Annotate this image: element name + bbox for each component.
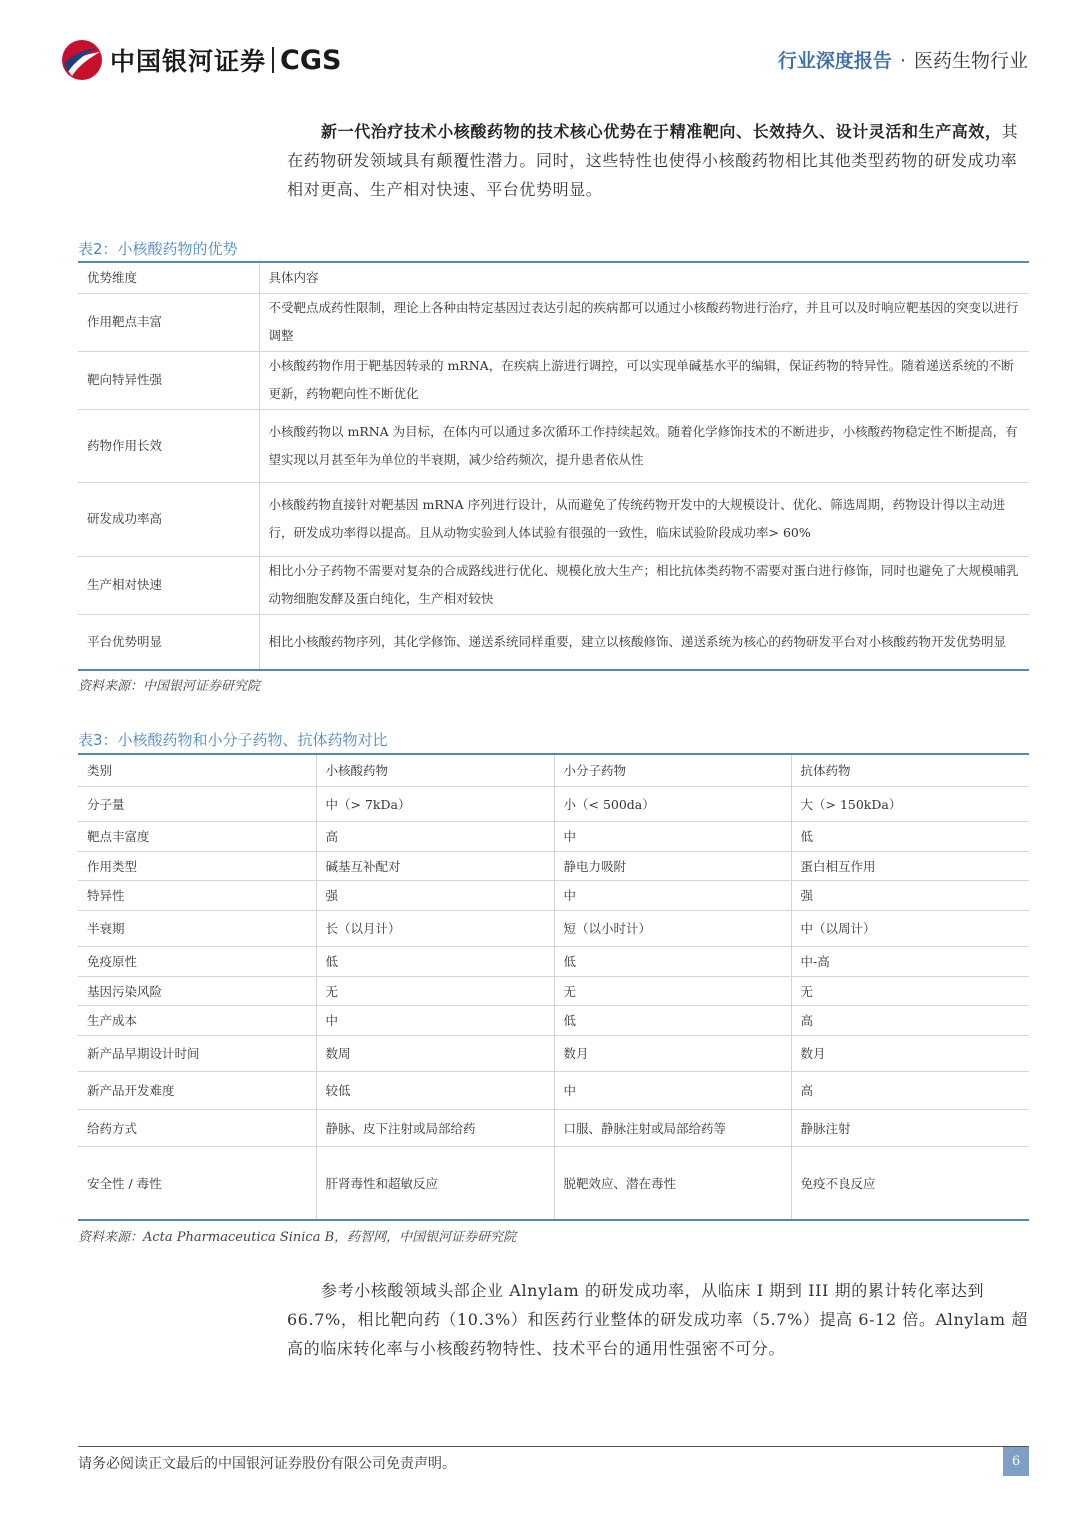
table-row [78, 293, 1029, 351]
dimension-cell: 药物作用长效 [78, 409, 259, 482]
value-cell: 中（> 7kDa） [316, 786, 554, 821]
value-cell: 低 [316, 946, 554, 976]
table-row [78, 556, 1029, 614]
logo-divider [272, 47, 274, 73]
category-cell: 分子量 [78, 786, 316, 821]
report-category [778, 46, 1028, 73]
table-row [78, 1071, 1029, 1109]
page-number: 6 [1003, 1447, 1029, 1476]
table-row [78, 614, 1029, 670]
value-cell: 较低 [316, 1071, 554, 1109]
table-row [78, 851, 1029, 880]
comparison-table [78, 753, 1029, 1221]
value-cell: 强 [316, 880, 554, 910]
content-cell: 相比小分子药物不需要对复杂的合成路线进行优化、规模化放大生产；相比抗体类药物不需要对蛋白进行修饰，同时也避免了大规模哺乳动物细胞发酵及蛋白纯化，生产相对较快 [259, 556, 1029, 614]
value-cell: 蛋白相互作用 [791, 851, 1029, 880]
value-cell: 无 [554, 976, 791, 1005]
separator-dot: · [899, 50, 906, 72]
content-cell: 不受靶点成药性限制，理论上各种由特定基因过表达引起的疾病都可以通过小核酸药物进行治疗，并且可以及时响应靶基因的突变以进行调整 [259, 293, 1029, 351]
industry-name: 医药生物行业 [913, 50, 1028, 72]
table-row [78, 409, 1029, 482]
value-cell: 高 [791, 1071, 1029, 1109]
header-cell: 具体内容 [259, 262, 1029, 293]
value-cell: 小（< 500da） [554, 786, 791, 821]
report-type: 行业深度报告 [777, 50, 892, 72]
dimension-cell: 研发成功率高 [78, 482, 259, 556]
content-cell: 小核酸药物以 mRNA 为目标，在体内可以通过多次循环工作持续起效。随着化学修饰技术的不断进步，小核酸药物稳定性不断提高，有望实现以月甚至年为单位的半衰期，减少给药频次，提升患者依从性 [259, 409, 1029, 482]
value-cell: 短（以小时计） [554, 910, 791, 946]
category-cell: 免疫原性 [78, 946, 316, 976]
table-row [78, 821, 1029, 851]
table-header-row [78, 754, 1029, 786]
value-cell: 肝肾毒性和超敏反应 [316, 1146, 554, 1220]
header-cell: 小核酸药物 [316, 754, 554, 786]
table3-source: 资料来源：Acta Pharmaceutica Sinica B，药智网，中国银河证券研究院 [78, 1230, 517, 1245]
dimension-cell: 靶向特异性强 [78, 351, 259, 409]
category-cell: 基因污染风险 [78, 976, 316, 1005]
category-cell: 半衰期 [78, 910, 316, 946]
value-cell: 长（以月计） [316, 910, 554, 946]
closing-paragraph [287, 1276, 1029, 1363]
value-cell: 静电力吸附 [554, 851, 791, 880]
category-cell: 新产品开发难度 [78, 1071, 316, 1109]
value-cell: 无 [316, 976, 554, 1005]
value-cell: 数周 [316, 1035, 554, 1071]
table-header-row [78, 262, 1029, 293]
category-cell: 作用类型 [78, 851, 316, 880]
category-cell: 安全性 / 毒性 [78, 1146, 316, 1220]
value-cell: 中-高 [791, 946, 1029, 976]
value-cell: 中 [316, 1005, 554, 1035]
header-cell: 类别 [78, 754, 316, 786]
table-row [78, 1146, 1029, 1220]
table-row [78, 351, 1029, 409]
closing-text: 参考小核酸领域头部企业 Alnylam 的研发成功率，从临床 I 期到 III 期的累计转化率达到 66.7%，相比靶向药（10.3%）和医药行业整体的研发成功率（5.7%）提高 6-12 倍。Alnylam 超高的临床转化率与小核酸药物特性、技术平台的通用性强密不可分。 [287, 1281, 1028, 1358]
value-cell: 高 [316, 821, 554, 851]
value-cell: 脱靶效应、潜在毒性 [554, 1146, 791, 1220]
page-header [0, 0, 1080, 100]
table-row [78, 976, 1029, 1005]
advantages-table [78, 261, 1029, 671]
value-cell: 低 [791, 821, 1029, 851]
content-cell: 相比小核酸药物序列，其化学修饰、递送系统同样重要，建立以核酸修饰、递送系统为核心的药物研发平台对小核酸药物开发优势明显 [259, 614, 1029, 670]
table-row [78, 482, 1029, 556]
value-cell: 低 [554, 946, 791, 976]
table2-title: 表2：小核酸药物的优势 [78, 240, 238, 258]
header-cell: 小分子药物 [554, 754, 791, 786]
logo-english-name: CGS [280, 44, 342, 76]
intro-text: 其在药物研发领域具有颠覆性潜力。同时，这些特性也使得小核酸药物相比其他类型药物的研发成功率相对更高、生产相对快速、平台优势明显。 [287, 122, 1019, 199]
value-cell: 中 [554, 1071, 791, 1109]
category-cell: 新产品早期设计时间 [78, 1035, 316, 1071]
value-cell: 静脉注射 [791, 1109, 1029, 1146]
table-row [78, 946, 1029, 976]
intro-bold-sentence: 新一代治疗技术小核酸药物的技术核心优势在于精准靶向、长效持久、设计灵活和生产高效， [321, 122, 1002, 141]
value-cell: 高 [791, 1005, 1029, 1035]
table3-title: 表3：小核酸药物和小分子药物、抗体药物对比 [78, 731, 388, 749]
category-cell: 给药方式 [78, 1109, 316, 1146]
header-cell: 优势维度 [78, 262, 259, 293]
value-cell: 中（以周计） [791, 910, 1029, 946]
dimension-cell: 生产相对快速 [78, 556, 259, 614]
category-cell: 靶点丰富度 [78, 821, 316, 851]
value-cell: 数月 [554, 1035, 791, 1071]
value-cell: 无 [791, 976, 1029, 1005]
table-row [78, 1035, 1029, 1071]
dimension-cell: 平台优势明显 [78, 614, 259, 670]
value-cell: 数月 [791, 1035, 1029, 1071]
value-cell: 强 [791, 880, 1029, 910]
dimension-cell: 作用靶点丰富 [78, 293, 259, 351]
table-row [78, 910, 1029, 946]
content-cell: 小核酸药物作用于靶基因转录的 mRNA，在疾病上游进行调控，可以实现单碱基水平的编辑，保证药物的特异性。随着递送系统的不断更新，药物靶向性不断优化 [259, 351, 1029, 409]
category-cell: 特异性 [78, 880, 316, 910]
cgs-logo-icon [60, 38, 104, 82]
value-cell: 中 [554, 880, 791, 910]
footer-divider [78, 1446, 1029, 1447]
value-cell: 口服、静脉注射或局部给药等 [554, 1109, 791, 1146]
table-row [78, 1109, 1029, 1146]
value-cell: 静脉、皮下注射或局部给药 [316, 1109, 554, 1146]
value-cell: 免疫不良反应 [791, 1146, 1029, 1220]
intro-paragraph [287, 117, 1029, 204]
value-cell: 中 [554, 821, 791, 851]
value-cell: 低 [554, 1005, 791, 1035]
table2-source: 资料来源：中国银河证券研究院 [78, 679, 261, 694]
value-cell: 碱基互补配对 [316, 851, 554, 880]
header-cell: 抗体药物 [791, 754, 1029, 786]
logo [60, 38, 341, 82]
footer-disclaimer: 请务必阅读正文最后的中国银河证券股份有限公司免责声明。 [78, 1456, 456, 1472]
content-cell: 小核酸药物直接针对靶基因 mRNA 序列进行设计，从而避免了传统药物开发中的大规模设计、优化、筛选周期，药物设计得以主动进行，研发成功率得以提高。且从动物实验到人体试验有很强的一致性，临床试验阶段成功率> 60% [259, 482, 1029, 556]
table-row [78, 1005, 1029, 1035]
table-row [78, 880, 1029, 910]
category-cell: 生产成本 [78, 1005, 316, 1035]
table-row [78, 786, 1029, 821]
value-cell: 大（> 150kDa） [791, 786, 1029, 821]
logo-chinese-name: 中国银河证券 [110, 47, 267, 76]
